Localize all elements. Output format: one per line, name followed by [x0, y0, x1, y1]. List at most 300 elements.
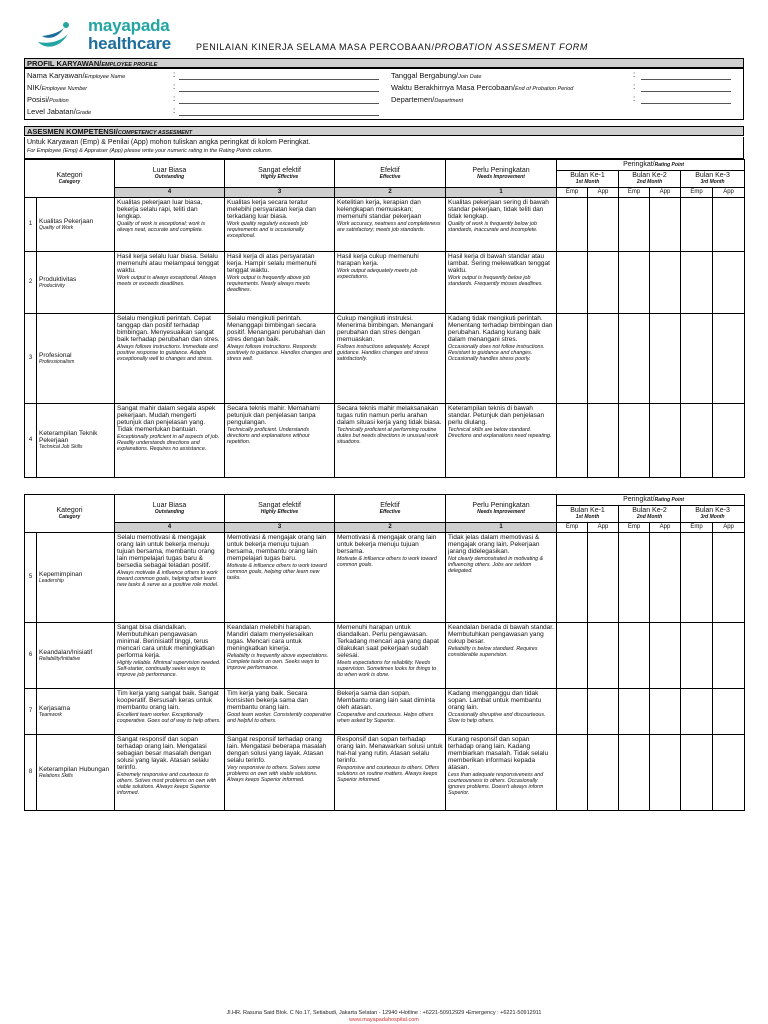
descriptor-cell [446, 314, 557, 404]
criteria-cell [37, 623, 115, 689]
join-date-field[interactable] [641, 79, 731, 80]
emp-rating-input[interactable] [557, 198, 588, 252]
descriptor-en: Reliability is below standard. Requires considerable supervision. [448, 646, 538, 658]
descriptor-cell [335, 623, 446, 689]
app-rating-input[interactable] [588, 533, 619, 623]
brand-line2: healthcare [88, 34, 172, 53]
month-header [681, 506, 745, 523]
descriptor-id: Sangat mahir dalam segala aspek pekerjaan. Mudah mengerti petunjuk dan penjelasan yang. Tidak memerlukan bantuan. [117, 405, 216, 433]
emp-rating-input[interactable] [557, 623, 588, 689]
criteria-cell [37, 689, 115, 735]
level-header-en: Needs Improvement [477, 173, 525, 180]
descriptor-id: Tim kerja yang sangat baik. Sangat kooperatif. Bersusah keras untuk membantu orang lain. [117, 690, 219, 711]
descriptor-id: Selalu memotivasi & mengajak orang lain untuk bekerja menuju tujuan bersama, membantu orang lain mempelajari tugas baru & bersedia sebagai teladan positif. [117, 534, 215, 569]
emp-header: Emp [681, 523, 713, 533]
descriptor-id: Hasil kerja selalu luar biasa. Selalu memenuhi atau melampaui tenggat waktu. [117, 253, 219, 274]
end-of-probation-field[interactable] [641, 91, 731, 92]
app-rating-input[interactable] [588, 623, 619, 689]
emp-rating-input[interactable] [619, 623, 650, 689]
colon: : [173, 106, 176, 115]
descriptor-en: Extremely responsive and courteous to others. Solves most problems on own with viable solutions. Always keeps Superior informed. [117, 772, 217, 796]
level-header-id: Sangat efektif [258, 501, 301, 509]
descriptor-cell [115, 623, 225, 689]
descriptor-cell [446, 533, 557, 623]
level-header [225, 495, 335, 523]
employee-name-label: Nama Karyawan/Employee Name [27, 71, 126, 80]
descriptor-en: Quality of work is exceptional; work is always neat, accurate and complete. [117, 221, 206, 233]
app-rating-input[interactable] [713, 198, 745, 252]
descriptor-cell [225, 689, 335, 735]
competency-row [25, 533, 745, 623]
colon: : [633, 94, 636, 103]
descriptor-cell [335, 404, 446, 478]
emp-rating-input[interactable] [557, 404, 588, 478]
emp-header: Emp [619, 523, 650, 533]
descriptor-id: Kadang tidak mengikuti perintah. Menentang terhadap bimbingan dan perubahan. Kadang kurang baik dalam menangani stres. [448, 315, 553, 343]
descriptor-id: Cukup mengikuti instruksi. Menerima bimbingan. Menangani perubahan dan stres dengan memuaskan. [337, 315, 434, 343]
descriptor-en: Responsive and courteous to others. Offers solutions on routine matters. Always keeps Superior informed. [337, 765, 440, 783]
criteria-id: Kepemimpinan [39, 570, 83, 578]
emp-rating-input[interactable] [619, 198, 650, 252]
descriptor-en: Always follows instructions. Immediate and positive response to guidance. Adapts exceptionally well to changes and stress. [117, 344, 218, 362]
descriptor-en: Follows instructions adequately. Accept guidance. Handles changes and stress satisfactorily. [337, 344, 430, 362]
descriptor-cell [225, 314, 335, 404]
employee-number-label: NIK/Employee Number [27, 83, 88, 92]
department-label: Departemen/Department [391, 95, 464, 104]
descriptor-en: Exceptionally proficient in all aspects of job. Readily understands directions and explanations. Requires no assistance. [117, 434, 220, 452]
header-row [25, 495, 745, 506]
score-value: 1 [446, 188, 557, 198]
rating-point-header [557, 160, 745, 171]
descriptor-en: Work output adequately meets job expectations. [337, 268, 418, 280]
header-row [25, 160, 745, 171]
level-header [335, 160, 446, 188]
score-value: 1 [446, 523, 557, 533]
app-rating-input[interactable] [650, 623, 681, 689]
descriptor-en: Less than adequate responsiveness and courteousness to others. Occasionally ignores problems. Doesn't always inform Superior. [448, 772, 544, 796]
descriptor-id: Memotivasi & mengajak orang lain untuk bekerja menuju tujuan bersama. [337, 534, 437, 555]
month-header-en: 3rd Month [700, 179, 725, 185]
level-header [225, 160, 335, 188]
competency-assessment-band [24, 126, 744, 136]
row-number: 8 [25, 735, 37, 811]
profile-band-en: EMPLOYEE PROFILE [101, 62, 158, 68]
month-header-id: Bulan Ke-1 [570, 507, 605, 514]
descriptor-id: Kadang mengganggu dan tidak sopan. Lambat untuk membantu orang lain. [448, 690, 542, 711]
colon: : [173, 94, 176, 103]
profile-band-id: PROFIL KARYAWAN/ [27, 59, 102, 68]
descriptor-cell [446, 252, 557, 314]
descriptor-en: Technical skills are below standard. Directions and explanations need repeating. [448, 427, 552, 439]
month-header [681, 171, 745, 188]
app-header: App [650, 188, 681, 198]
criteria-en: Productivity [39, 282, 65, 289]
app-header: App [588, 188, 619, 198]
descriptor-id: Keterampilan teknis di bawah standar. Petunjuk dan penjelasan perlu diulang. [448, 405, 545, 426]
rating-header-id: Peringkat/ [623, 496, 655, 503]
category-header [25, 160, 115, 198]
app-rating-input[interactable] [588, 198, 619, 252]
competency-table-1 [24, 159, 745, 478]
descriptor-cell [225, 533, 335, 623]
emp-rating-input[interactable] [681, 198, 713, 252]
criteria-en: Teamwork [39, 711, 62, 718]
criteria-cell [37, 252, 115, 314]
descriptor-en: Very responsive to others. Solves some problems on own with viable solutions. Always keeps Superior informed. [227, 765, 321, 783]
descriptor-en: Always motivate & influence others to work toward common goals, helping other learn new tasks & serve as a positive role model. [117, 570, 219, 588]
criteria-id: Profesional [39, 351, 72, 359]
app-rating-input[interactable] [650, 252, 681, 314]
level-header-en: Outstanding [154, 508, 185, 515]
descriptor-id: Kualitas kerja secara teratur melebihi persyaratan kerja dan terkadang luar biasa. [227, 199, 316, 220]
app-rating-input[interactable] [650, 314, 681, 404]
level-header-id: Luar Biasa [152, 501, 187, 509]
score-value: 2 [335, 188, 446, 198]
descriptor-id: Memotivasi & mengajak orang lain untuk bekerja menuju tujuan bersama, membantu orang lain mempelajari tugas baru. [227, 534, 327, 562]
app-rating-input[interactable] [713, 314, 745, 404]
criteria-en: Professionalism [39, 358, 75, 365]
level-header-en: Outstanding [154, 173, 185, 180]
criteria-id: Kerjasama [39, 704, 71, 712]
app-rating-input[interactable] [713, 533, 745, 623]
score-value: 4 [115, 523, 225, 533]
level-header [115, 160, 225, 188]
descriptor-cell [335, 735, 446, 811]
descriptor-id: Sangat responsif terhadap orang lain. Mengatasi beberapa masalah dengan solusi yang layak. Atasan selalu terinfo. [227, 736, 327, 764]
descriptor-cell [225, 735, 335, 811]
category-header-id: Kategori [56, 171, 83, 179]
month-header-en: 1st Month [575, 179, 600, 185]
assessment-band-id: ASESMEN KOMPETENSI/ [27, 127, 118, 136]
descriptor-cell [335, 689, 446, 735]
month-header-en: 2nd Month [636, 514, 663, 520]
app-rating-input[interactable] [588, 689, 619, 735]
score-value: 4 [115, 188, 225, 198]
emp-rating-input[interactable] [557, 735, 588, 811]
position-field[interactable] [179, 103, 379, 104]
descriptor-cell [335, 198, 446, 252]
level-header-en: Effective [379, 508, 401, 515]
competency-row [25, 198, 745, 252]
level-header-en: Highly Effective [260, 173, 299, 180]
month-header-id: Bulan Ke-3 [695, 507, 730, 514]
descriptor-id: Kualitas pekerjaan sering di bawah standar pekerjaan, tidak teliti dan tidak lengkap. [448, 199, 549, 220]
level-header-en: Needs Improvement [477, 508, 525, 515]
logo-mark-icon [36, 20, 72, 50]
emp-header: Emp [681, 188, 713, 198]
emp-header: Emp [557, 523, 588, 533]
row-number: 6 [25, 623, 37, 689]
descriptor-en: Always follows instructions. Responds positively to guidance. Handles changes and stress well. [227, 344, 332, 362]
level-header-en: Highly Effective [260, 508, 299, 515]
rating-point-header [557, 495, 745, 506]
descriptor-cell [115, 252, 225, 314]
month-header [557, 171, 619, 188]
form-title-en: PROBATION ASSESMENT FORM [434, 42, 588, 52]
criteria-cell [37, 404, 115, 478]
footer-address: Jl.HR. Rasuna Said Blok. C No.17, Setiabudi, Jakarta Selatan - 12940 •Hotline : +6221-50912929 •Emergency : +6221-50912911 [226, 1010, 542, 1016]
rating-header-en: Rating Point [654, 497, 685, 503]
colon: : [173, 82, 176, 91]
descriptor-cell [446, 735, 557, 811]
descriptor-en: Occasionally disruptive and discourteous. Slow to help others. [448, 712, 546, 724]
criteria-id: Produktivitas [39, 275, 77, 283]
descriptor-id: Memenuhi harapan untuk diandalkan. Perlu pengawasan. Terkadang mencari apa yang dapat dilakukan saat pekerjaan sudah selesai. [337, 624, 439, 659]
brand-line1: mayapada [88, 16, 170, 35]
descriptor-cell [225, 404, 335, 478]
colon: : [633, 70, 636, 79]
descriptor-cell [446, 198, 557, 252]
descriptor-id: Responsif dan sopan terhadap orang lain. Menawarkan solusi untuk hal-hal yang rutin. Atasan selalu terinfo. [337, 736, 443, 764]
descriptor-cell [446, 623, 557, 689]
descriptor-en: Motivate & influence others to work toward common goals, helping other learn new tasks. [227, 563, 327, 581]
row-number: 4 [25, 404, 37, 478]
descriptor-id: Tidak jelas dalam memotivasi & mengajak orang lain. Pekerjaan jarang didelegasikan. [448, 534, 540, 555]
descriptor-en: Highly reliable. Minimal supervision needed. Self-starter, continually seeks ways to improve job performance. [117, 660, 221, 678]
mayapada-logo [36, 14, 196, 58]
app-header: App [713, 188, 745, 198]
instruction-en: For Employee (Emp) & Appraiser (App) please write your numeric rating in the Rating Points column. [27, 148, 273, 154]
app-rating-input[interactable] [588, 735, 619, 811]
end-of-probation-label: Waktu Berakhirnya Masa Percobaan/End of Probation Period [391, 83, 574, 92]
row-number: 5 [25, 533, 37, 623]
competency-row [25, 404, 745, 478]
app-rating-input[interactable] [650, 735, 681, 811]
descriptor-en: Cooperative and courteous. Helps others when asked by Superior. [337, 712, 434, 724]
descriptor-en: Work accuracy, neatness and completeness are satisfactory; meets job standards. [337, 221, 441, 233]
descriptor-id: Keandalan melebihi harapan. Mandiri dalam menyelesaikan tugas. Mencari cara untuk meningkatkan kinerja. [227, 624, 314, 652]
criteria-id: Keandalan/Inisiatif [39, 648, 93, 656]
descriptor-id: Secara teknis mahir melaksanakan tugas rutin namun perlu arahan dalam situasi kerja yang tidak biasa. [337, 405, 442, 426]
month-header-id: Bulan Ke-1 [570, 172, 605, 179]
app-rating-input[interactable] [650, 533, 681, 623]
emp-header: Emp [557, 188, 588, 198]
app-rating-input[interactable] [588, 314, 619, 404]
month-header-id: Bulan Ke-2 [632, 172, 667, 179]
score-value: 3 [225, 188, 335, 198]
month-header [619, 171, 681, 188]
month-header-id: Bulan Ke-2 [632, 507, 667, 514]
app-rating-input[interactable] [713, 623, 745, 689]
emp-rating-input[interactable] [681, 689, 713, 735]
employee-profile-band [24, 58, 744, 68]
assessment-band-en: COMPETENCY ASSESMENT [117, 130, 193, 136]
emp-rating-input[interactable] [681, 735, 713, 811]
descriptor-id: Hasil kerja di atas persyaratan kerja. Hampir selalu memenuhi tenggat waktu. [227, 253, 317, 274]
level-header-id: Efektif [380, 166, 400, 174]
category-header-id: Kategori [56, 506, 83, 514]
descriptor-en: Work output is always exceptional. Always meets or exceeds deadlines. [117, 275, 217, 287]
descriptor-en: Motivate & influence others to work toward common goals. [337, 556, 437, 568]
emp-rating-input[interactable] [557, 689, 588, 735]
criteria-en: Relations Skills [39, 772, 73, 779]
descriptor-id: Secara teknis mahir. Memahami petunjuk dan penjelasan tanpa pengulangan. [227, 405, 320, 426]
app-rating-input[interactable] [588, 404, 619, 478]
criteria-cell [37, 198, 115, 252]
form-title-id: PENILAIAN KINERJA SELAMA MASA PERCOBAAN/ [196, 42, 435, 52]
descriptor-id: Selalu mengikuti perintah. Menanggapi bimbingan secara positif. Menangani perubahan dan stres dengan baik. [227, 315, 326, 343]
emp-header: Emp [619, 188, 650, 198]
app-rating-input[interactable] [650, 689, 681, 735]
descriptor-cell [115, 198, 225, 252]
grade-field[interactable] [179, 115, 379, 116]
level-header [335, 495, 446, 523]
footer-website[interactable]: www.mayapadahospital.com [349, 1017, 419, 1023]
descriptor-id: Tim kerja yang baik. Secara konsisten bekerja sama dan membantu orang lain. [227, 690, 308, 711]
descriptor-id: Keandalan berada di bawah standar. Membutuhkan pengawasan yang cukup besar. [448, 624, 554, 645]
row-number: 7 [25, 689, 37, 735]
department-field[interactable] [641, 103, 731, 104]
emp-rating-input[interactable] [681, 533, 713, 623]
rating-instruction [24, 137, 744, 159]
descriptor-en: Good team worker. Consistently cooperative and helpful to others. [227, 712, 332, 724]
employee-profile-section [24, 68, 744, 120]
row-number: 2 [25, 252, 37, 314]
descriptor-cell [225, 198, 335, 252]
descriptor-cell [225, 252, 335, 314]
criteria-en: Leadership [39, 577, 64, 584]
grade-label: Level Jabatan/Grade [27, 107, 92, 116]
descriptor-cell [446, 404, 557, 478]
emp-rating-input[interactable] [619, 404, 650, 478]
app-rating-input[interactable] [650, 404, 681, 478]
score-header-row [25, 188, 745, 198]
app-header: App [588, 523, 619, 533]
colon: : [173, 70, 176, 79]
descriptor-en: Work quality regularly exceeds job requirements and is occasionally exceptional. [227, 221, 308, 239]
criteria-en: Technical Job Skills [39, 444, 83, 450]
row-number: 1 [25, 198, 37, 252]
descriptor-en: Work output is frequently below job standards. Frequently misses deadlines. [448, 275, 543, 287]
emp-rating-input[interactable] [619, 735, 650, 811]
level-header-en: Effective [379, 173, 401, 180]
app-rating-input[interactable] [650, 198, 681, 252]
join-date-label: Tanggal Bergabung/Join Date [391, 71, 482, 80]
month-header [619, 506, 681, 523]
employee-name-field[interactable] [179, 79, 379, 80]
descriptor-cell [335, 533, 446, 623]
level-header-id: Luar Biasa [152, 166, 187, 174]
descriptor-en: Not clearly demonstrated in motivating & influencing others. Jobs are seldom delegated. [448, 556, 544, 574]
emp-rating-input[interactable] [619, 314, 650, 404]
category-header-en: Category [58, 513, 81, 520]
form-title [196, 42, 588, 52]
emp-rating-input[interactable] [681, 404, 713, 478]
criteria-id: Keterampilan Hubungan [39, 765, 110, 773]
position-label: Posisi/Position [27, 95, 69, 104]
rating-header-id: Peringkat/ [623, 161, 655, 168]
competency-row [25, 252, 745, 314]
level-header-id: Perlu Peningkatan [472, 166, 530, 174]
instruction-id: Untuk Karyawan (Emp) & Penilai (App) mohon tuliskan angka peringkat di kolom Peringkat. [27, 139, 311, 146]
descriptor-en: Technically proficient. Understands directions and explanations without repetition. [227, 427, 310, 445]
criteria-cell [37, 533, 115, 623]
criteria-id: Kualitas Pekerjaan [39, 217, 94, 225]
descriptor-cell [446, 689, 557, 735]
descriptor-id: Kualitas pekerjaan luar biasa, bekerja selalu rapi, teliti dan lengkap. [117, 199, 203, 220]
month-header-en: 2nd Month [636, 179, 663, 185]
competency-row [25, 623, 745, 689]
descriptor-cell [335, 252, 446, 314]
descriptor-id: Sangat responsif dan sopan terhadap orang lain. Mengatasi sebagian besar masalah dengan solusi yang layak. Atasan selalu terinfo. [117, 736, 212, 771]
score-value: 3 [225, 523, 335, 533]
app-rating-input[interactable] [713, 735, 745, 811]
descriptor-cell [115, 404, 225, 478]
emp-rating-input[interactable] [557, 533, 588, 623]
level-header-id: Sangat efektif [258, 166, 301, 174]
descriptor-en: Occasionally does not follow instructions. Resistant to guidance and changes. Occasionally handles stress poorly. [448, 344, 545, 362]
row-number: 3 [25, 314, 37, 404]
emp-rating-input[interactable] [681, 252, 713, 314]
emp-rating-input[interactable] [619, 252, 650, 314]
category-header-en: Category [58, 178, 81, 185]
level-header-id: Efektif [380, 501, 400, 509]
descriptor-cell [115, 533, 225, 623]
rating-header-en: Rating Point [654, 162, 685, 168]
competency-table-2 [24, 494, 745, 811]
emp-rating-input[interactable] [619, 533, 650, 623]
score-value: 2 [335, 523, 446, 533]
criteria-id: Keterampilan Teknik Pekerjaan [39, 430, 98, 444]
emp-rating-input[interactable] [557, 252, 588, 314]
competency-row [25, 735, 745, 811]
descriptor-en: Technically proficient at performing routine duties but needs directions in unusual work situations. [337, 427, 439, 445]
descriptor-cell [225, 623, 335, 689]
category-header [25, 495, 115, 533]
app-rating-input[interactable] [713, 252, 745, 314]
descriptor-id: Kurang responsif dan sopan terhadap orang lain. Kadang membiarkan masalah. Tidak selalu memberikan informasi kepada atasan. [448, 736, 549, 771]
level-header [115, 495, 225, 523]
descriptor-en: Excellent team worker. Exceptionally cooperative. Goes out of way to help others. [117, 712, 221, 724]
descriptor-cell [115, 689, 225, 735]
competency-row [25, 314, 745, 404]
descriptor-id: Hasil kerja cukup memenuhi harapan kerja. [337, 253, 419, 267]
descriptor-id: Sangat bisa diandalkan. Membutuhkan pengawasan minimal. Berinisiatif tinggi, terus mencari cara untuk meningkatkan performa kerja. [117, 624, 215, 659]
descriptor-en: Reliability is frequently above expectations. Complete tasks on own. Seeks ways to improve performance. [227, 653, 329, 671]
descriptor-en: Work output is frequently above job requirements. Nearly always meets deadlines. [227, 275, 311, 293]
descriptor-id: Selalu mengikuti perintah. Cepat tanggap dan positif terhadap bimbingan. Menyesuaikan sangat baik terhadap perubahan dan stres. [117, 315, 220, 343]
criteria-en: Quality of Work [39, 224, 74, 231]
app-rating-input[interactable] [713, 689, 745, 735]
competency-row [25, 689, 745, 735]
criteria-en: Reliability/Initiative [39, 655, 81, 662]
level-header [446, 495, 557, 523]
month-header-en: 3rd Month [700, 514, 725, 520]
score-header-row [25, 523, 745, 533]
app-rating-input[interactable] [588, 252, 619, 314]
descriptor-id: Hasil kerja di bawah standar atau lambat. Sering melewatkan tenggat waktu. [448, 253, 550, 274]
descriptor-en: Quality of work is frequently below job standards, inaccurate and incomplete. [448, 221, 538, 233]
descriptor-id: Ketelitian kerja, kerapian dan kelengkapan memuaskan; memenuhi standar pekerjaan [337, 199, 422, 220]
emp-rating-input[interactable] [557, 314, 588, 404]
level-header [446, 160, 557, 188]
app-header: App [713, 523, 745, 533]
descriptor-en: Meets expectations for reliability. Needs supervision. Sometimes looks for things to do when work is done. [337, 660, 437, 678]
descriptor-cell [115, 314, 225, 404]
app-header: App [650, 523, 681, 533]
employee-number-field[interactable] [179, 91, 379, 92]
criteria-cell [37, 735, 115, 811]
app-rating-input[interactable] [713, 404, 745, 478]
descriptor-id: Bekerja sama dan sopan. Membantu orang lain saat diminta oleh atasan. [337, 690, 435, 711]
criteria-cell [37, 314, 115, 404]
descriptor-cell [115, 735, 225, 811]
emp-rating-input[interactable] [681, 314, 713, 404]
emp-rating-input[interactable] [681, 623, 713, 689]
month-header [557, 506, 619, 523]
level-header-id: Perlu Peningkatan [472, 501, 530, 509]
emp-rating-input[interactable] [619, 689, 650, 735]
